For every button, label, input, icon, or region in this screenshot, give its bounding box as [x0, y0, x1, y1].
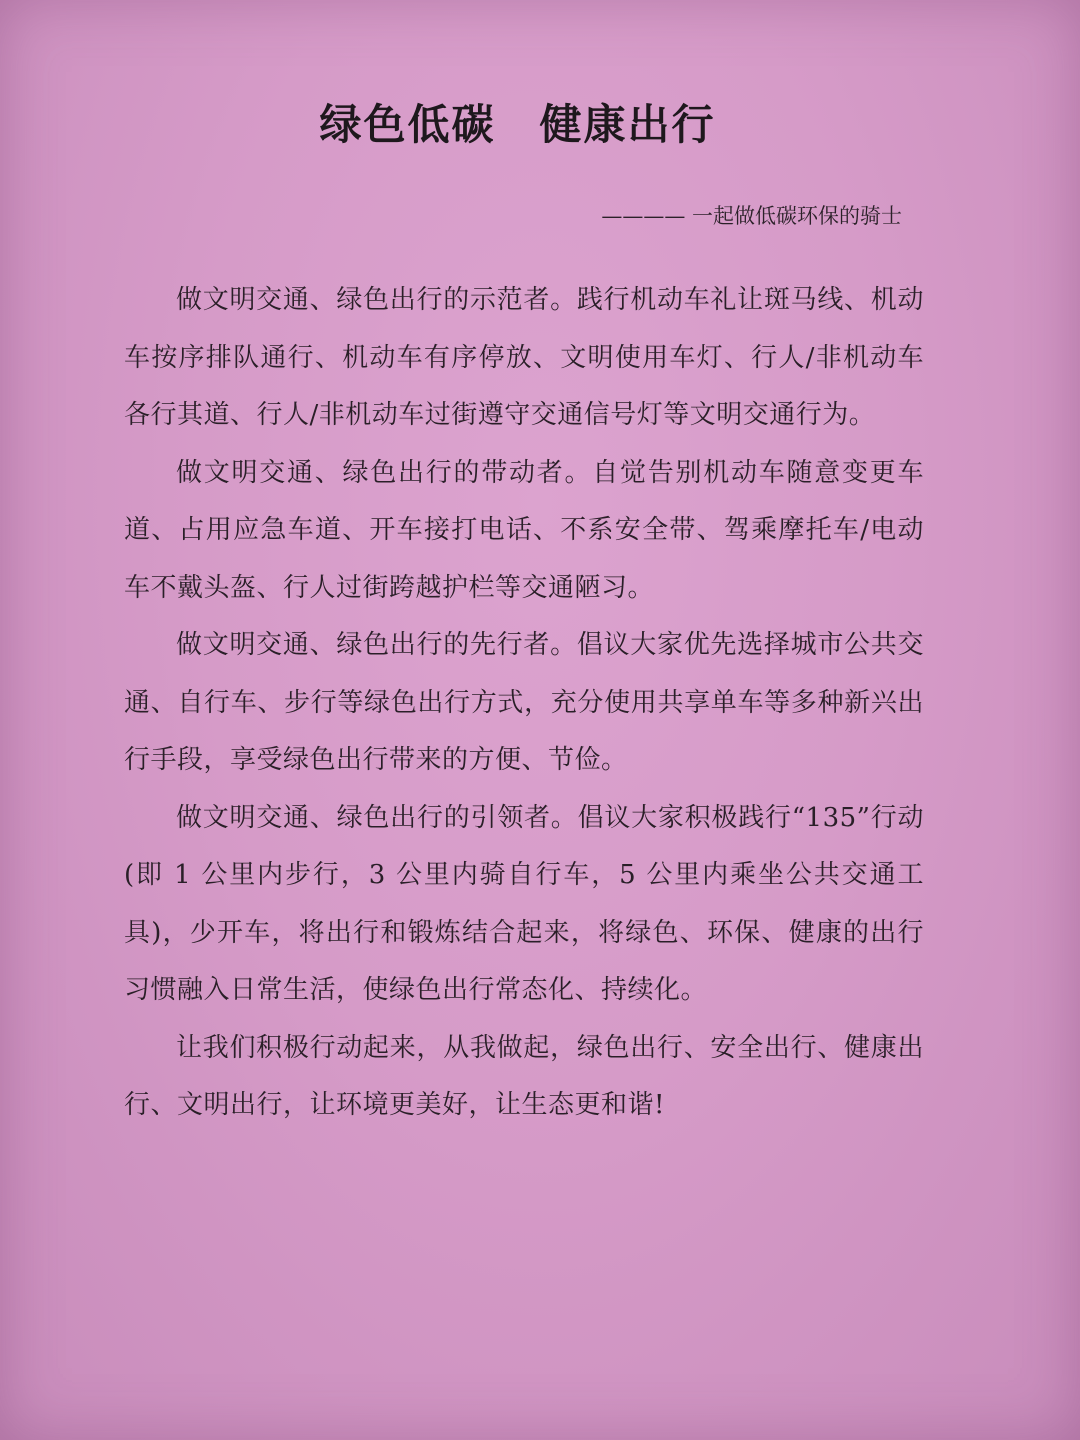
paragraph-demonstrator: 做文明交通、绿色出行的示范者。践行机动车礼让斑马线、机动车按序排队通行、机动车有序停放、文明使用车灯、行人/非机动车各行其道、行人/非机动车过街遵守交通信号灯等文明交通行为。 — [124, 285, 924, 430]
paragraph-leader: 做文明交通、绿色出行的引领者。倡议大家积极践行“135”行动(即 1 公里内步行，3 公里内骑自行车，5 公里内乘坐公共交通工具)，少开车，将出行和锻炼结合起来，将绿色、环保、健康的出行习惯融入日常生活，使绿色出行常态化、持续化。 — [124, 802, 924, 1005]
document-body — [124, 272, 924, 1135]
paragraph-call-to-action: 让我们积极行动起来，从我做起，绿色出行、安全出行、健康出行、文明出行，让环境更美好，让生态更和谐! — [124, 1032, 924, 1120]
document-title: 绿色低碳 健康出行 — [319, 100, 716, 149]
document-byline: ———— 一起做低碳环保的骑士 — [601, 204, 902, 228]
paragraph-pioneer: 做文明交通、绿色出行的先行者。倡议大家优先选择城市公共交通、自行车、步行等绿色出行方式，充分使用共享单车等多种新兴出行手段，享受绿色出行带来的方便、节俭。 — [124, 630, 924, 775]
paragraph-driver: 做文明交通、绿色出行的带动者。自觉告别机动车随意变更车道、占用应急车道、开车接打电话、不系安全带、驾乘摩托车/电动车不戴头盔、行人过街跨越护栏等交通陋习。 — [124, 457, 924, 603]
